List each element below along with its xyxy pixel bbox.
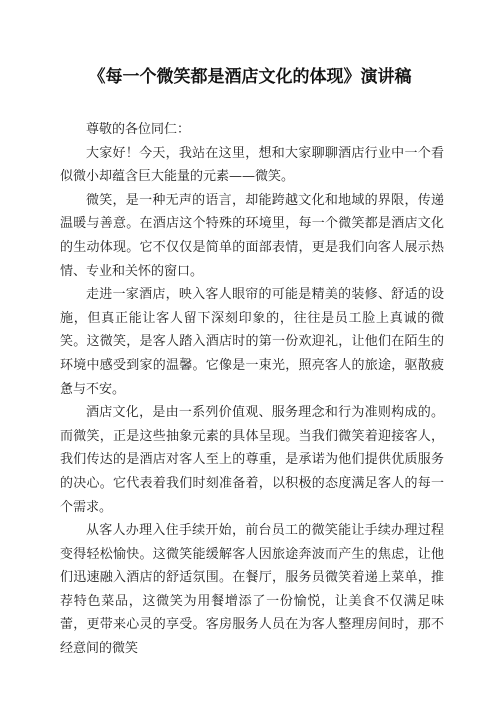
paragraph-5: 从客人办理入住手续开始，前台员工的微笑能让手续办理过程变得轻松愉快。这微笑能缓解客人因旅途奔波而产生的焦虑，让他们迅速融入酒店的舒适氛围。在餐厅，服务员微笑着递上菜单，推荐特色菜品，这微笑为用餐增添了一份愉悦，让美食不仅满足味蕾，更带来心灵的享受。客房服务人员在为客人整理房间时，那不经意间的微笑	[60, 523, 444, 657]
greeting-line: 尊敬的各位同仁：	[86, 122, 191, 137]
document-title: 《每一个微笑都是酒店文化的体现》演讲稿	[88, 67, 412, 87]
paragraph-4: 酒店文化，是由一系列价值观、服务理念和行为准则构成的。而微笑，正是这些抽象元素的具体呈现。当我们微笑着迎接客人，我们传达的是酒店对客人至上的尊重，是承诺为他们提供优质服务的决心。它代表着我们时刻准备着，以积极的态度满足客人的每一个需求。	[60, 405, 444, 515]
document-body	[60, 118, 444, 661]
paragraph-2: 微笑，是一种无声的语言，却能跨越文化和地域的界限，传递温暖与善意。在酒店这个特殊的环境里，每一个微笑都是酒店文化的生动体现。它不仅仅是简单的面部表情，更是我们向客人展示热情、专业和关怀的窗口。	[60, 192, 444, 279]
paragraph-1: 大家好！今天，我站在这里，想和大家聊聊酒店行业中一个看似微小却蕴含巨大能量的元素——微笑。	[60, 145, 444, 185]
paragraph-3: 走进一家酒店，映入客人眼帘的可能是精美的装修、舒适的设施，但真正能让客人留下深刻印象的，往往是员工脸上真诚的微笑。这微笑，是客人踏入酒店时的第一份欢迎礼，让他们在陌生的环境中感受到家的温馨。它像是一束光，照亮客人的旅途，驱散疲惫与不安。	[60, 287, 444, 397]
